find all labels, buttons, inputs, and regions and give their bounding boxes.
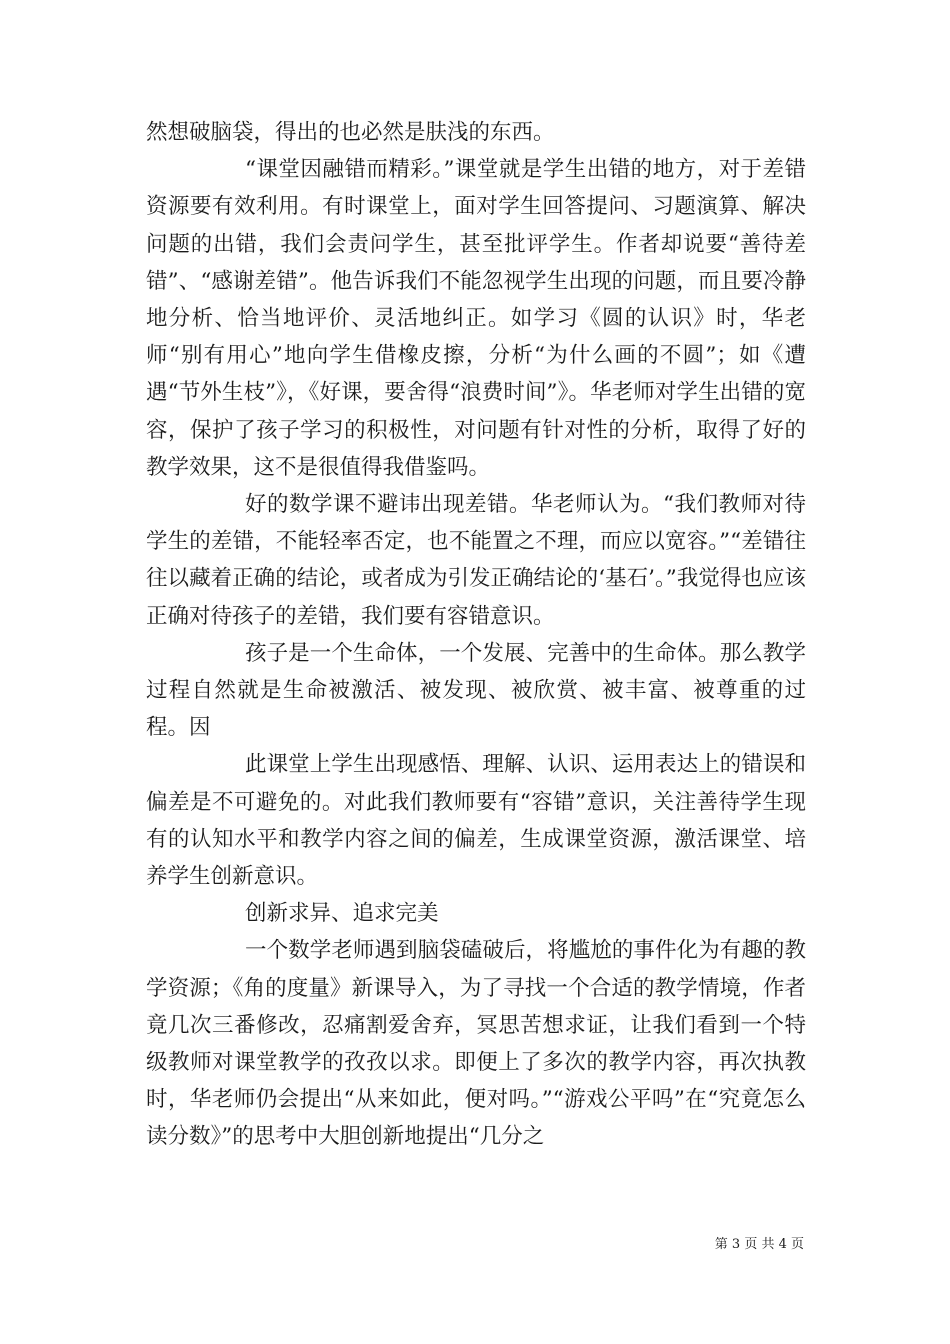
paragraph-4: 孩子是一个生命体，一个发展、完善中的生命体。那么教学过程自然就是生命被激活、被发现、被欣赏、被丰富、被尊重的过程。因 (146, 640, 806, 741)
paragraph-2: “课堂因融错而精彩。”课堂就是学生出错的地方，对于差错资源要有效利用。有时课堂上，面对学生回答提问、习题演算、解决问题的出错，我们会责问学生，甚至批评学生。作者却说要“善待差错”、“感谢差错”。他告诉我们不能忽视学生出现的问题，而且要冷静地分析、恰当地评价、灵活地纠正。如学习《圆的认识》时，华老师“别有用心”地向学生借橡皮擦，分析“为什么画的不圆”；如《遭遇“节外生枝”》，《好课，要舍得“浪费时间”》。华老师对学生出错的宽容，保护了孩子学习的积极性，对问题有针对性的分析，取得了好的教学效果，这不是很值得我借鉴吗。 (146, 157, 806, 480)
paragraph-6: 一个数学老师遇到脑袋磕破后，将尴尬的事件化为有趣的教学资源；《角的度量》新课导入，为了寻找一个合适的教学情境，作者竟几次三番修改，忍痛割爱舍弃，冥思苦想求证，让我们看到一个特级教师对课堂教学的孜孜以求。即便上了多次的教学内容，再次执教时，华老师仍会提出“从来如此，便对吗。”“游戏公平吗”在“究竟怎么读分数》”的思考中大胆创新地提出“几分之 (146, 938, 806, 1150)
page-number: 第 3 页 共 4 页 (714, 1237, 804, 1252)
paragraph-5: 此课堂上学生出现感悟、理解、认识、运用表达上的错误和偏差是不可避免的。对此我们教师要有“容错”意识，关注善待学生现有的认知水平和教学内容之间的偏差，生成课堂资源，激活课堂、培养学生创新意识。 (146, 752, 806, 890)
document-body (146, 114, 806, 1156)
paragraph-3: 好的数学课不避讳出现差错。华老师认为。“我们教师对待学生的差错，不能轻率否定，也不能置之不理，而应以宽容。”“差错往往以藏着正确的结论，或者成为引发正确结论的‘基石’。”我觉得也应该正确对待孩子的差错，我们要有容错意识。 (146, 492, 806, 629)
paragraph-1: 然想破脑袋，得出的也必然是肤浅的东西。 (146, 120, 555, 145)
section-heading: 创新求异、追求完美 (245, 901, 439, 927)
